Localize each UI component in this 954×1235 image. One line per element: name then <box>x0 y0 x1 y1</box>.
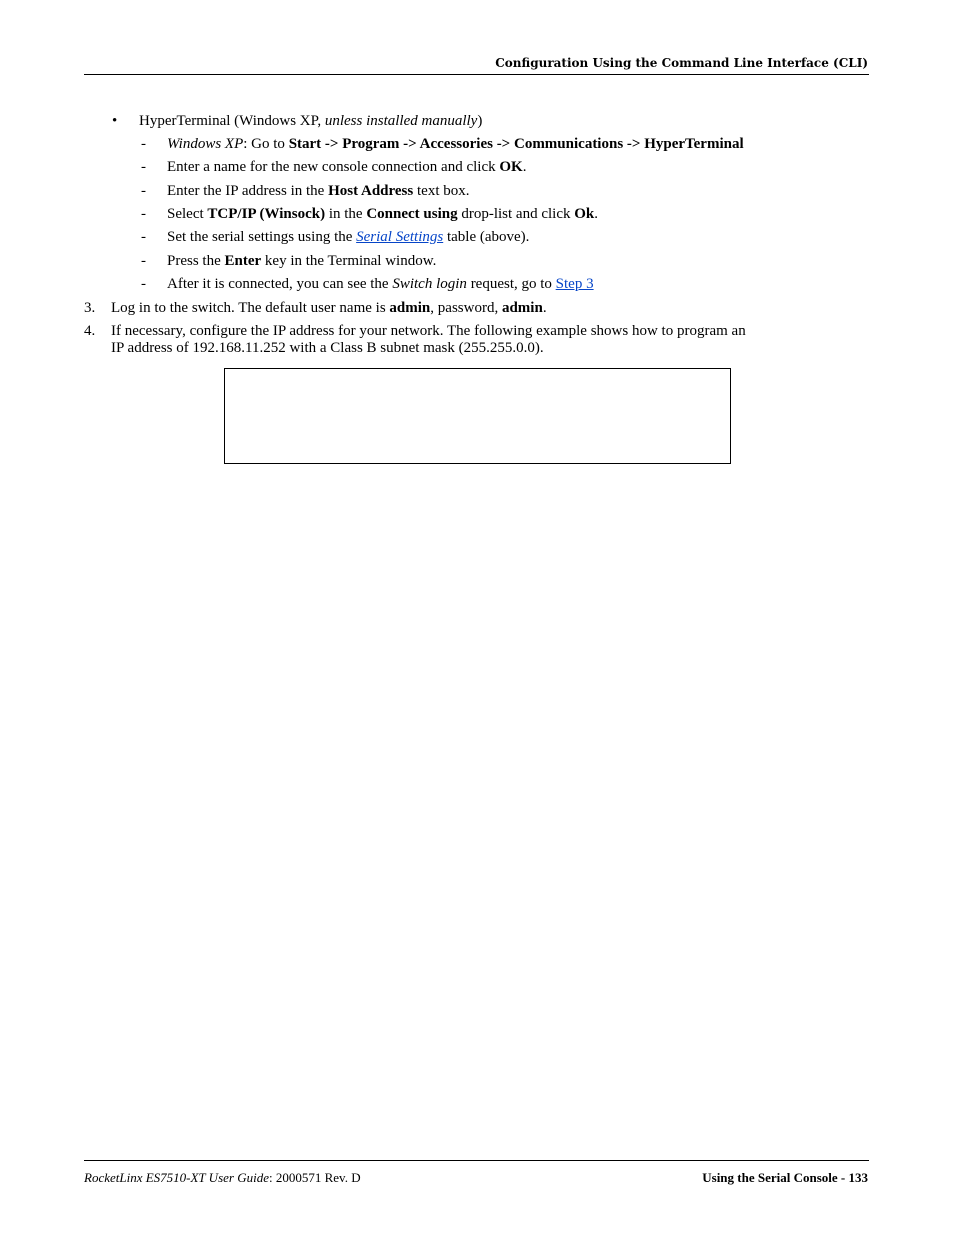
header-rule <box>84 74 869 75</box>
dash-marker: - <box>141 229 146 245</box>
substep-press-enter: Press the Enter key in the Terminal window. <box>167 253 437 269</box>
substep-windows-xp: Windows XP: Go to Start -> Program -> Accessories -> Communications -> HyperTerminal <box>167 136 744 152</box>
running-header: Configuration Using the Command Line Interface (CLI) <box>495 56 868 70</box>
substep-enter-name: Enter a name for the new console connection and click OK. <box>167 159 527 175</box>
step-4-line-1: If necessary, configure the IP address for your network. The following example shows how to program an <box>111 323 746 339</box>
code-example-box <box>224 368 731 464</box>
dash-marker: - <box>141 159 146 175</box>
footer-product: RocketLinx ES7510-XT User Guide: 2000571 Rev. D <box>84 1170 361 1185</box>
step-number: 3. <box>84 300 96 316</box>
dash-marker: - <box>141 253 146 269</box>
dash-marker: - <box>141 183 146 199</box>
substep-serial-settings: Set the serial settings using the Serial Settings table (above). <box>167 229 530 245</box>
footer-rule <box>84 1160 869 1161</box>
step-3-link[interactable]: Step 3 <box>555 276 594 292</box>
substep-switch-login: After it is connected, you can see the Switch login request, go to Step 3 <box>167 276 594 292</box>
step-3-login: Log in to the switch. The default user name is admin, password, admin. <box>111 300 547 316</box>
step-number: 4. <box>84 323 96 339</box>
substep-select-tcpip: Select TCP/IP (Winsock) in the Connect using drop-list and click Ok. <box>167 206 598 222</box>
dash-marker: - <box>141 276 146 292</box>
bullet-marker: • <box>112 113 118 129</box>
dash-marker: - <box>141 206 146 222</box>
bullet-hyperterminal: HyperTerminal (Windows XP, unless installed manually) <box>139 113 483 129</box>
serial-settings-link[interactable]: Serial Settings <box>356 229 444 245</box>
substep-host-address: Enter the IP address in the Host Address text box. <box>167 183 470 199</box>
step-4-line-2: IP address of 192.168.11.252 with a Class B subnet mask (255.255.0.0). <box>111 340 544 356</box>
footer-page-info: Using the Serial Console - 133 <box>702 1170 868 1185</box>
dash-marker: - <box>141 136 146 152</box>
